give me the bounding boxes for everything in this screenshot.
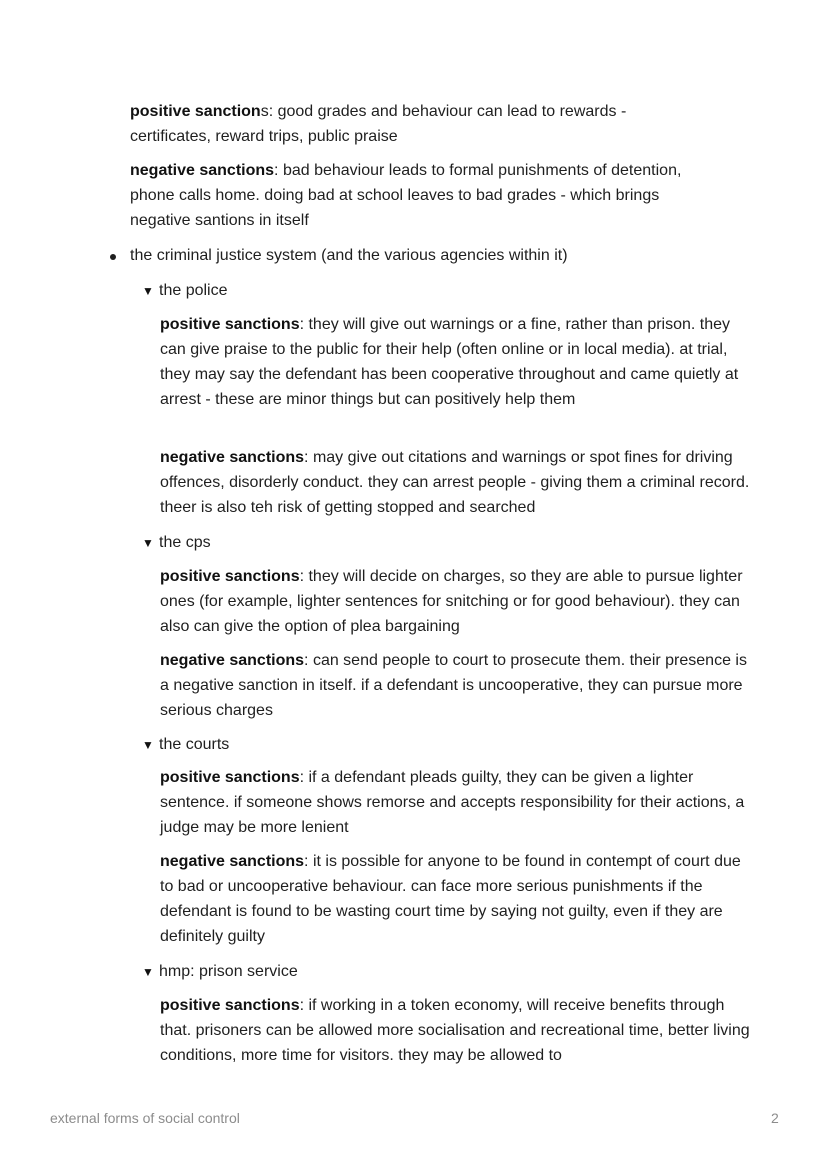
footer-page-number: 2 [771, 1110, 779, 1126]
prison-positive-sanctions [160, 993, 750, 1068]
term-label: positive sanctions [160, 568, 300, 585]
term-label: negative sanctions [160, 853, 305, 870]
toggle-hmp-prison-service[interactable] [142, 959, 298, 985]
triangle-down-icon: ▼ [142, 536, 154, 550]
triangle-down-icon: ▼ [142, 965, 154, 979]
description: : may give out citations and warnings or spot fines for driving offences, disorderly conduct. they can arrest people - giving them a criminal record. theer is also teh risk of getting stopped and searched [160, 449, 750, 516]
bullet-item-criminal-justice: the criminal justice system (and the various agencies within it) [130, 247, 568, 264]
description: : it is possible for anyone to be found in contempt of court due to bad or uncooperative behaviour. can face more serious punishments if the defendant is found to be wasting court time by saying not guilty, even if they are definitely guilty [160, 853, 741, 945]
description: : bad behaviour leads to formal punishments of detention, phone calls home. doing bad at school leaves to bad grades - which brings negative santions in itself [130, 162, 682, 229]
term-suffix: s [260, 103, 269, 120]
term-label: negative sanctions [160, 652, 305, 669]
toggle-title: the courts [159, 736, 230, 753]
footer-document-title: external forms of social control [50, 1110, 240, 1126]
toggle-the-cps[interactable] [142, 530, 211, 556]
term-label: negative sanctions [130, 162, 275, 179]
bullet-icon [110, 254, 116, 260]
toggle-title: the police [159, 282, 228, 299]
cps-positive-sanctions [160, 564, 750, 639]
term-label: negative sanctions [160, 449, 305, 466]
term-label: positive sanctions [160, 316, 300, 333]
school-positive-sanctions [130, 99, 690, 149]
term-label: positive sanctions [160, 769, 300, 786]
police-negative-sanctions [160, 445, 750, 520]
courts-positive-sanctions [160, 765, 750, 840]
description: : they will give out warnings or a fine, rather than prison. they can give praise to the public for their help (often online or in local media). at trial, they may say the defendant has been cooperative throughout and came quietly at arrest - these are minor things but can positively help them [160, 316, 739, 408]
term-label: positive sanctions [160, 997, 300, 1014]
description: : good grades and behaviour can lead to rewards - certificates, reward trips, public praise [130, 103, 627, 145]
police-positive-sanctions [160, 312, 750, 412]
description: : if a defendant pleads guilty, they can be given a lighter sentence. if someone shows remorse and accepts responsibility for their actions, a judge may be more lenient [160, 769, 745, 836]
toggle-the-police[interactable] [142, 278, 228, 304]
school-negative-sanctions [130, 158, 690, 233]
toggle-title: hmp: prison service [159, 963, 298, 980]
cps-negative-sanctions [160, 648, 750, 723]
description: : if working in a token economy, will receive benefits through that. prisoners can be allowed more socialisation and recreational time, better living conditions, more time for visitors. they may be allowed to [160, 997, 750, 1064]
courts-negative-sanctions [160, 849, 750, 949]
toggle-the-courts[interactable] [142, 732, 229, 758]
description: : they will decide on charges, so they are able to pursue lighter ones (for example, lighter sentences for snitching or for good behaviour). they can also can give the option of plea bargaining [160, 568, 743, 635]
description: : can send people to court to prosecute them. their presence is a negative sanction in itself. if a defendant is uncooperative, they can pursue more serious charges [160, 652, 747, 719]
term-label: positive sanction [130, 103, 261, 120]
triangle-down-icon: ▼ [142, 284, 154, 298]
toggle-title: the cps [159, 534, 211, 551]
triangle-down-icon: ▼ [142, 738, 154, 752]
